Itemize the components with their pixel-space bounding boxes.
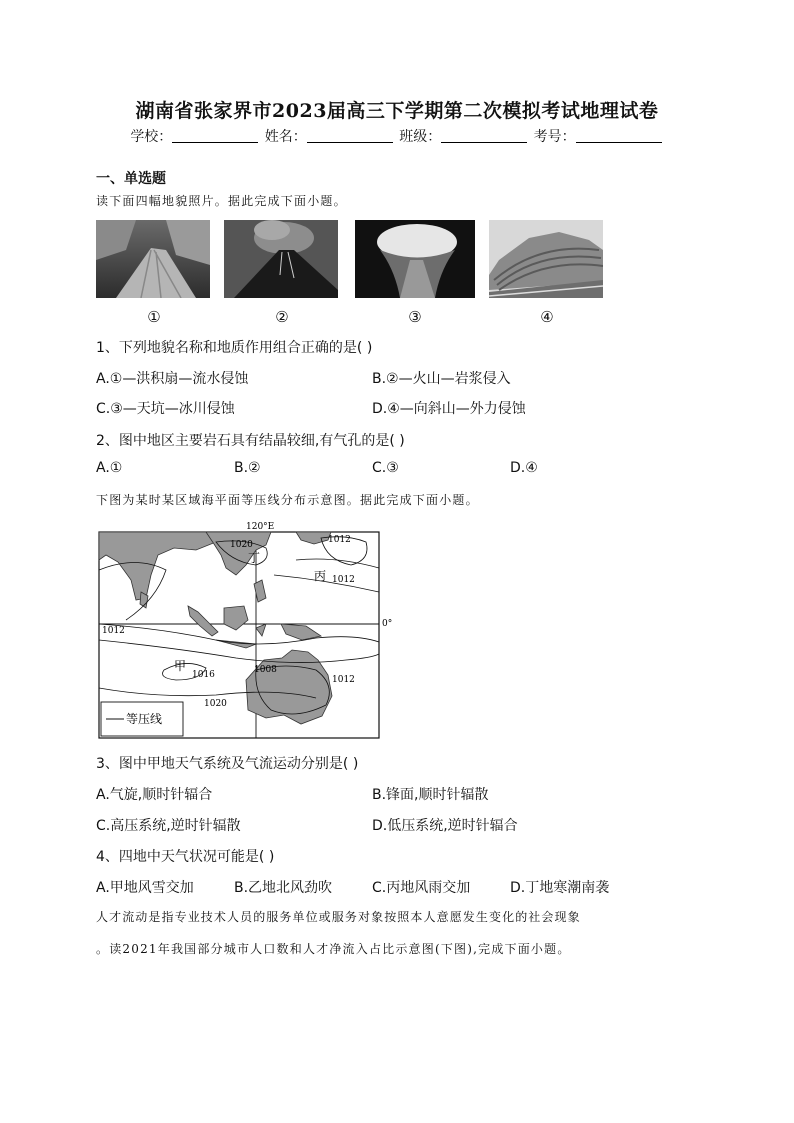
q3-option-b[interactable]: B.锋面,顺时针辐散 bbox=[372, 787, 489, 803]
page-title: 湖南省张家界市2023届高三下学期第二次模拟考试地理试卷 bbox=[135, 100, 659, 122]
pressure-label: 1012 bbox=[332, 575, 355, 585]
name-label: 姓名： bbox=[264, 129, 307, 145]
class-blank[interactable] bbox=[441, 128, 527, 143]
pressure-label: 1020 bbox=[204, 699, 227, 709]
photo-4-syncline bbox=[489, 220, 603, 298]
lon-label: 120°E bbox=[246, 522, 275, 532]
q1-option-a[interactable]: A.①—洪积扇—流水侵蚀 bbox=[96, 371, 249, 387]
name-blank[interactable] bbox=[307, 128, 393, 143]
section-heading: 一、单选题 bbox=[96, 171, 166, 187]
number-label: 考号： bbox=[533, 129, 576, 145]
isobar-map bbox=[96, 520, 396, 742]
q2-stem: 2、图中地区主要岩石具有结晶较细,有气孔的是( ) bbox=[96, 433, 405, 449]
q2-option-a[interactable]: A.① bbox=[96, 460, 123, 476]
photo-label-4: ④ bbox=[540, 308, 554, 326]
pressure-label: 1016 bbox=[192, 670, 215, 680]
q1-stem: 1、下列地貌名称和地质作用组合正确的是( ) bbox=[96, 340, 373, 356]
q4-option-a[interactable]: A.甲地风雪交加 bbox=[96, 880, 194, 896]
point-jia: 甲 bbox=[174, 659, 187, 673]
lat-label: 0° bbox=[382, 619, 393, 629]
q4-option-c[interactable]: C.丙地风雨交加 bbox=[372, 880, 471, 896]
q3-option-d[interactable]: D.低压系统,逆时针辐合 bbox=[372, 818, 518, 834]
q4-option-b[interactable]: B.乙地北风劲吹 bbox=[234, 880, 333, 896]
school-label: 学校： bbox=[130, 129, 173, 145]
q2-option-d[interactable]: D.④ bbox=[510, 460, 538, 476]
q2-option-b[interactable]: B.② bbox=[234, 460, 261, 476]
intro-map: 下图为某时某区域海平面等压线分布示意图。据此完成下面小题。 bbox=[96, 493, 479, 507]
point-ding: 丁 bbox=[248, 551, 261, 565]
photo-label-1: ① bbox=[147, 308, 161, 326]
q1-option-d[interactable]: D.④—向斜山—外力侵蚀 bbox=[372, 401, 526, 417]
student-info-line bbox=[0, 126, 794, 146]
q3-option-a[interactable]: A.气旋,顺时针辐合 bbox=[96, 787, 213, 803]
pressure-label: 1020 bbox=[230, 540, 253, 550]
photo-label-2: ② bbox=[275, 308, 289, 326]
intro-talent-2: 。读2021年我国部分城市人口数和人才净流入占比示意图(下图),完成下面小题。 bbox=[96, 942, 571, 956]
intro-talent-1: 人才流动是指专业技术人员的服务单位或服务对象按照本人意愿发生变化的社会现象 bbox=[96, 910, 581, 924]
pressure-label: 1012 bbox=[102, 626, 125, 636]
intro-photos: 读下面四幅地貌照片。据此完成下面小题。 bbox=[96, 194, 347, 208]
number-blank[interactable] bbox=[576, 128, 662, 143]
class-label: 班级： bbox=[399, 129, 442, 145]
photo-1-alluvial-fan bbox=[96, 220, 210, 298]
q1-option-c[interactable]: C.③—天坑—冰川侵蚀 bbox=[96, 401, 235, 417]
q2-option-c[interactable]: C.③ bbox=[372, 460, 399, 476]
point-bing: 丙 bbox=[314, 569, 327, 583]
photo-3-tiankeng bbox=[355, 220, 475, 298]
q4-stem: 4、四地中天气状况可能是( ) bbox=[96, 849, 275, 865]
q3-stem: 3、图中甲地天气系统及气流运动分别是( ) bbox=[96, 756, 359, 772]
pressure-label: 1012 bbox=[332, 675, 355, 685]
photo-label-3: ③ bbox=[408, 308, 422, 326]
school-blank[interactable] bbox=[172, 128, 258, 143]
q4-option-d[interactable]: D.丁地寒潮南袭 bbox=[510, 880, 610, 896]
pressure-label: 1008 bbox=[254, 665, 277, 675]
photo-2-volcano bbox=[224, 220, 338, 298]
q1-option-b[interactable]: B.②—火山—岩浆侵入 bbox=[372, 371, 511, 387]
legend-text: 等压线 bbox=[126, 712, 163, 726]
pressure-label: 1012 bbox=[328, 535, 351, 545]
q3-option-c[interactable]: C.高压系统,逆时针辐散 bbox=[96, 818, 241, 834]
